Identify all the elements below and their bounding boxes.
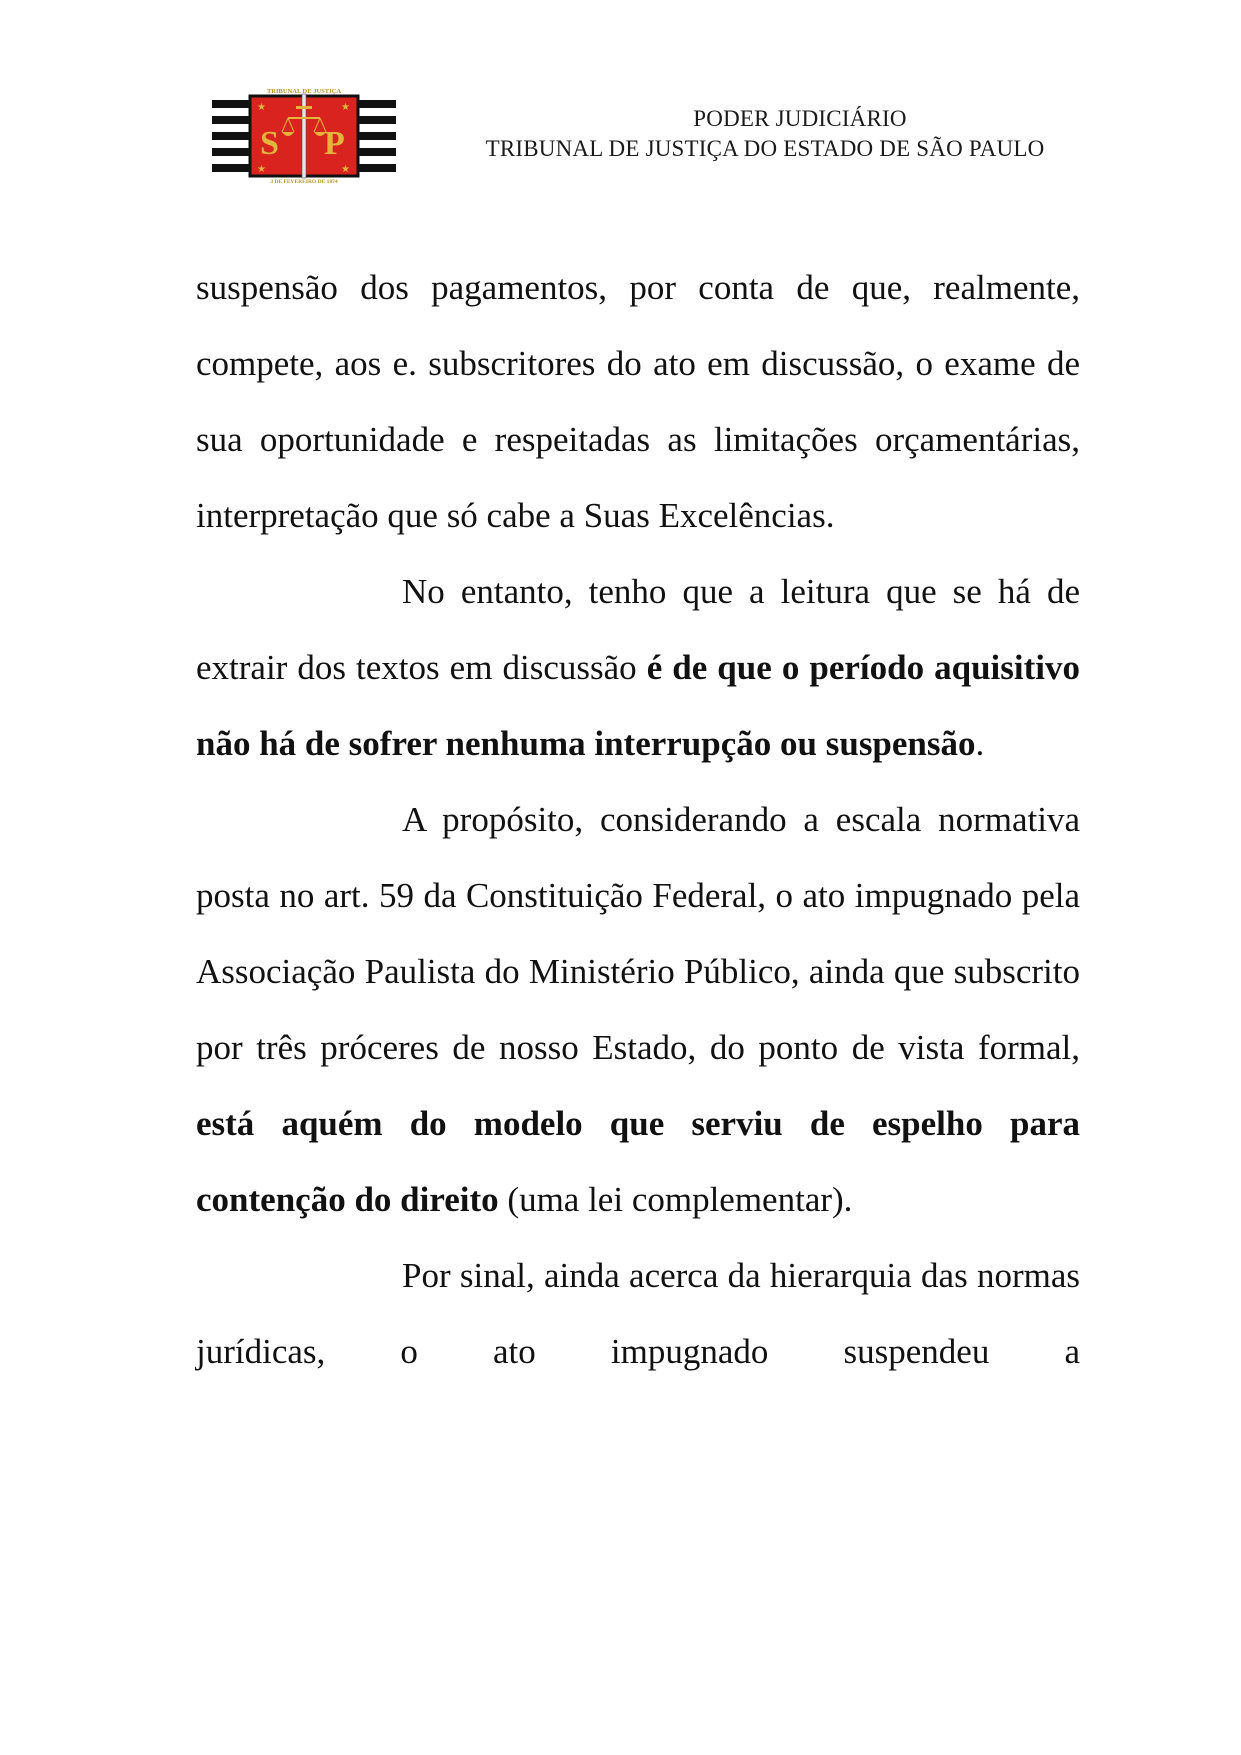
paragraph-3-bold: está aquém do modelo que serviu de espelho para contenção do direito xyxy=(196,1104,1080,1219)
svg-text:S: S xyxy=(260,125,279,162)
svg-text:★: ★ xyxy=(341,102,350,113)
svg-text:P: P xyxy=(324,125,345,162)
document-body xyxy=(196,250,1080,1390)
paragraph-3 xyxy=(196,782,1080,1238)
svg-text:TRIBUNAL DE JUSTIÇA: TRIBUNAL DE JUSTIÇA xyxy=(266,88,342,95)
header-court-name: TRIBUNAL DE JUSTIÇA DO ESTADO DE SÃO PAULO xyxy=(485,136,1045,161)
tjsp-logo xyxy=(212,88,396,184)
paragraph-2-text: No entanto, tenho que a leitura que se há de extrair dos textos em discussão xyxy=(196,572,1080,687)
svg-text:★: ★ xyxy=(257,102,266,113)
paragraph-3-end: (uma lei complementar). xyxy=(498,1180,853,1219)
paragraph-2 xyxy=(196,554,1080,782)
svg-text:★: ★ xyxy=(341,164,350,175)
paragraph-3-text: A propósito, considerando a escala normativa posta no art. 59 da Constituição Federal, o ato impugnado pela Associação Paulista do Ministério Público, ainda que subscrito por três próceres de nosso Estado, do ponto de vista formal, xyxy=(196,800,1080,1067)
paragraph-2-bold: é de que o período aquisitivo não há de sofrer nenhuma interrupção ou suspensão xyxy=(196,648,1081,763)
svg-text:3 DE FEVEREIRO DE 1874: 3 DE FEVEREIRO DE 1874 xyxy=(270,179,338,184)
document-header xyxy=(440,104,1090,164)
paragraph-2-end: . xyxy=(975,724,985,763)
header-court-power: PODER JUDICIÁRIO xyxy=(693,106,907,131)
svg-text:★: ★ xyxy=(257,164,266,175)
paragraph-4: Por sinal, ainda acerca da hierarquia das normas jurídicas, o ato impugnado suspendeu a xyxy=(196,1256,1080,1371)
tjsp-emblem-icon xyxy=(212,88,396,184)
paragraph-1: suspensão dos pagamentos, por conta de que, realmente, compete, aos e. subscritores do ato em discussão, o exame de sua oportunidade e respeitadas as limitações orçamentárias, interpretação que só cabe a Suas Excelências. xyxy=(196,268,1080,535)
